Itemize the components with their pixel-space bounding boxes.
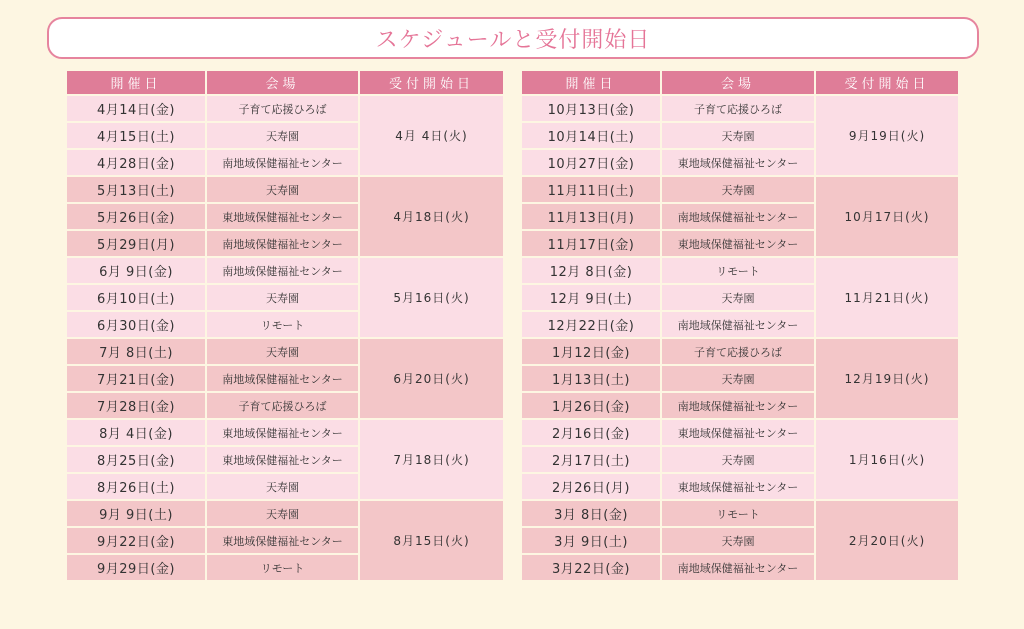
- event-date: 2月17日(土): [522, 447, 660, 472]
- event-date: 10月13日(金): [522, 96, 660, 121]
- event-date: 9月22日(金): [67, 528, 205, 553]
- table-row: [522, 501, 958, 526]
- event-date: 1月13日(土): [522, 366, 660, 391]
- event-venue: 南地域保健福祉センター: [662, 555, 814, 580]
- registration-start-date: 2月20日(火): [816, 501, 958, 580]
- schedule-table-left: [65, 69, 505, 582]
- event-date: 9月 9日(土): [67, 501, 205, 526]
- event-date: 12月22日(金): [522, 312, 660, 337]
- event-venue: 東地域保健福祉センター: [207, 447, 358, 472]
- event-venue: 南地域保健福祉センター: [207, 258, 358, 283]
- event-venue: リモート: [662, 501, 814, 526]
- event-venue: 子育て応援ひろば: [662, 339, 814, 364]
- registration-start-date: 10月17日(火): [816, 177, 958, 256]
- event-venue: 子育て応援ひろば: [662, 96, 814, 121]
- event-date: 8月25日(金): [67, 447, 205, 472]
- table-row: [67, 258, 503, 283]
- event-venue: 天寿園: [662, 528, 814, 553]
- event-venue: 東地域保健福祉センター: [662, 474, 814, 499]
- registration-start-date: 5月16日(火): [360, 258, 503, 337]
- event-date: 10月27日(金): [522, 150, 660, 175]
- schedule-table-right: [520, 69, 960, 582]
- event-date: 4月14日(金): [67, 96, 205, 121]
- table-row: [522, 420, 958, 445]
- event-date: 5月29日(月): [67, 231, 205, 256]
- event-venue: 天寿園: [207, 123, 358, 148]
- table-row: [522, 339, 958, 364]
- event-venue: 天寿園: [662, 123, 814, 148]
- event-venue: リモート: [662, 258, 814, 283]
- event-date: 12月 9日(土): [522, 285, 660, 310]
- event-venue: 東地域保健福祉センター: [207, 204, 358, 229]
- event-date: 2月26日(月): [522, 474, 660, 499]
- event-venue: 南地域保健福祉センター: [662, 393, 814, 418]
- event-venue: 天寿園: [662, 366, 814, 391]
- registration-start-date: 11月21日(火): [816, 258, 958, 337]
- event-venue: 東地域保健福祉センター: [662, 420, 814, 445]
- event-date: 6月10日(土): [67, 285, 205, 310]
- event-date: 5月26日(金): [67, 204, 205, 229]
- event-venue: 南地域保健福祉センター: [207, 366, 358, 391]
- table-header-row: [522, 71, 958, 94]
- event-date: 9月29日(金): [67, 555, 205, 580]
- registration-start-date: 8月15日(火): [360, 501, 503, 580]
- header-venue: 会場: [662, 71, 814, 94]
- event-venue: 天寿園: [207, 177, 358, 202]
- event-venue: 天寿園: [662, 447, 814, 472]
- table-row: [522, 96, 958, 121]
- event-date: 7月28日(金): [67, 393, 205, 418]
- event-venue: 南地域保健福祉センター: [662, 312, 814, 337]
- table-row: [67, 501, 503, 526]
- table-row: [67, 96, 503, 121]
- event-venue: 天寿園: [662, 177, 814, 202]
- event-date: 4月28日(金): [67, 150, 205, 175]
- event-venue: 子育て応援ひろば: [207, 96, 358, 121]
- event-date: 8月 4日(金): [67, 420, 205, 445]
- event-date: 1月26日(金): [522, 393, 660, 418]
- event-venue: リモート: [207, 312, 358, 337]
- event-date: 3月 8日(金): [522, 501, 660, 526]
- page-title: スケジュールと受付開始日: [47, 17, 979, 59]
- event-venue: 子育て応援ひろば: [207, 393, 358, 418]
- table-row: [67, 420, 503, 445]
- event-date: 5月13日(土): [67, 177, 205, 202]
- registration-start-date: 12月19日(火): [816, 339, 958, 418]
- event-venue: 東地域保健福祉センター: [662, 231, 814, 256]
- event-date: 3月 9日(土): [522, 528, 660, 553]
- event-date: 11月13日(月): [522, 204, 660, 229]
- registration-start-date: 4月 4日(火): [360, 96, 503, 175]
- table-row: [67, 339, 503, 364]
- event-venue: 天寿園: [662, 285, 814, 310]
- event-date: 2月16日(金): [522, 420, 660, 445]
- registration-start-date: 7月18日(火): [360, 420, 503, 499]
- table-row: [522, 177, 958, 202]
- registration-start-date: 1月16日(火): [816, 420, 958, 499]
- event-venue: 南地域保健福祉センター: [207, 150, 358, 175]
- event-date: 10月14日(土): [522, 123, 660, 148]
- event-venue: 東地域保健福祉センター: [207, 420, 358, 445]
- header-start: 受付開始日: [816, 71, 958, 94]
- table-row: [67, 177, 503, 202]
- event-venue: 天寿園: [207, 501, 358, 526]
- event-date: 8月26日(土): [67, 474, 205, 499]
- event-date: 11月17日(金): [522, 231, 660, 256]
- registration-start-date: 6月20日(火): [360, 339, 503, 418]
- event-venue: 南地域保健福祉センター: [662, 204, 814, 229]
- event-date: 11月11日(土): [522, 177, 660, 202]
- event-venue: 天寿園: [207, 474, 358, 499]
- event-venue: 南地域保健福祉センター: [207, 231, 358, 256]
- table-row: [522, 258, 958, 283]
- event-date: 7月21日(金): [67, 366, 205, 391]
- event-venue: 東地域保健福祉センター: [207, 528, 358, 553]
- table-header-row: [67, 71, 503, 94]
- event-date: 6月30日(金): [67, 312, 205, 337]
- event-venue: 東地域保健福祉センター: [662, 150, 814, 175]
- registration-start-date: 9月19日(火): [816, 96, 958, 175]
- event-venue: 天寿園: [207, 285, 358, 310]
- event-date: 12月 8日(金): [522, 258, 660, 283]
- event-date: 3月22日(金): [522, 555, 660, 580]
- event-date: 4月15日(土): [67, 123, 205, 148]
- event-date: 7月 8日(土): [67, 339, 205, 364]
- event-date: 6月 9日(金): [67, 258, 205, 283]
- header-venue: 会場: [207, 71, 358, 94]
- header-date: 開催日: [67, 71, 205, 94]
- header-date: 開催日: [522, 71, 660, 94]
- event-date: 1月12日(金): [522, 339, 660, 364]
- event-venue: リモート: [207, 555, 358, 580]
- registration-start-date: 4月18日(火): [360, 177, 503, 256]
- event-venue: 天寿園: [207, 339, 358, 364]
- header-start: 受付開始日: [360, 71, 503, 94]
